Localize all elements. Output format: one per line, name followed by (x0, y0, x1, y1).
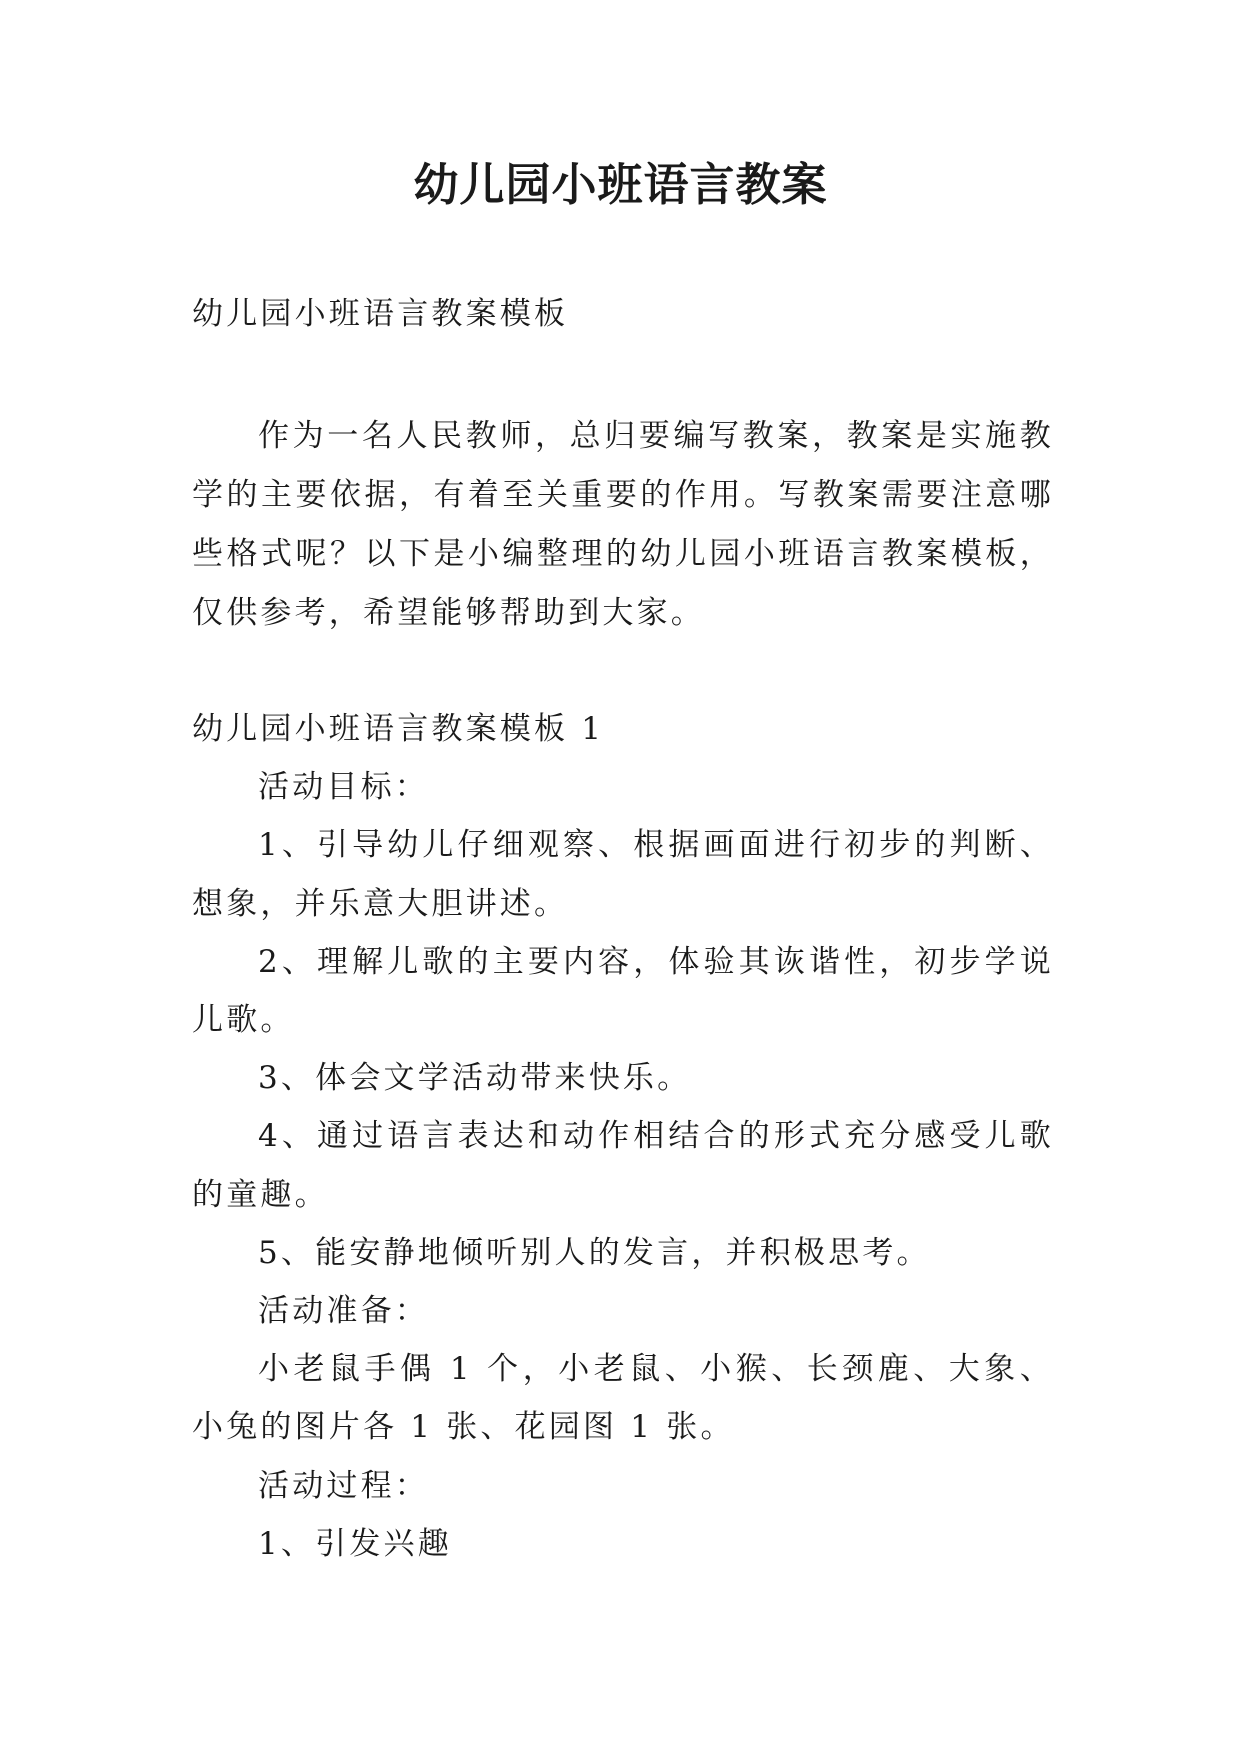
prep-heading: 活动准备： (258, 1293, 429, 1330)
intro-text: 作为一名人民教师，总归要编写教案，教案是实施教学的主要依据，有着至关重要的作用。写教案需要注意哪些格式呢？以下是小编整理的幼儿园小班语言教案模板，仅供参考，希望能够帮助到大家。 (192, 418, 1054, 631)
prep-text: 小老鼠手偶 1 个，小老鼠、小猴、长颈鹿、大象、小兔的图片各 1 张、花园图 1 张。 (192, 1351, 1054, 1446)
goal-item: 2、理解儿歌的主要内容，体验其诙谐性，初步学说儿歌。 (192, 943, 1054, 1039)
goal-item: 5、能安静地倾听别人的发言，并积极思考。 (258, 1234, 931, 1271)
goal-item: 3、体会文学活动带来快乐。 (258, 1060, 692, 1097)
goals-heading: 活动目标： (258, 769, 429, 806)
process-step: 1、引发兴趣 (258, 1525, 452, 1562)
goal-item: 1、引导幼儿仔细观察、根据画面进行初步的判断、想象，并乐意大胆讲述。 (192, 827, 1054, 922)
section-heading: 幼儿园小班语言教案模板 1 (192, 711, 605, 747)
goal-item: 4、通过语言表达和动作相结合的形式充分感受儿歌的童趣。 (192, 1118, 1054, 1213)
document-title: 幼儿园小班语言教案 (413, 158, 828, 211)
document-subtitle: 幼儿园小班语言教案模板 (192, 296, 569, 332)
intro-paragraph (192, 407, 1054, 643)
process-heading: 活动过程： (258, 1467, 429, 1504)
lesson-plan-body (192, 700, 1054, 1573)
